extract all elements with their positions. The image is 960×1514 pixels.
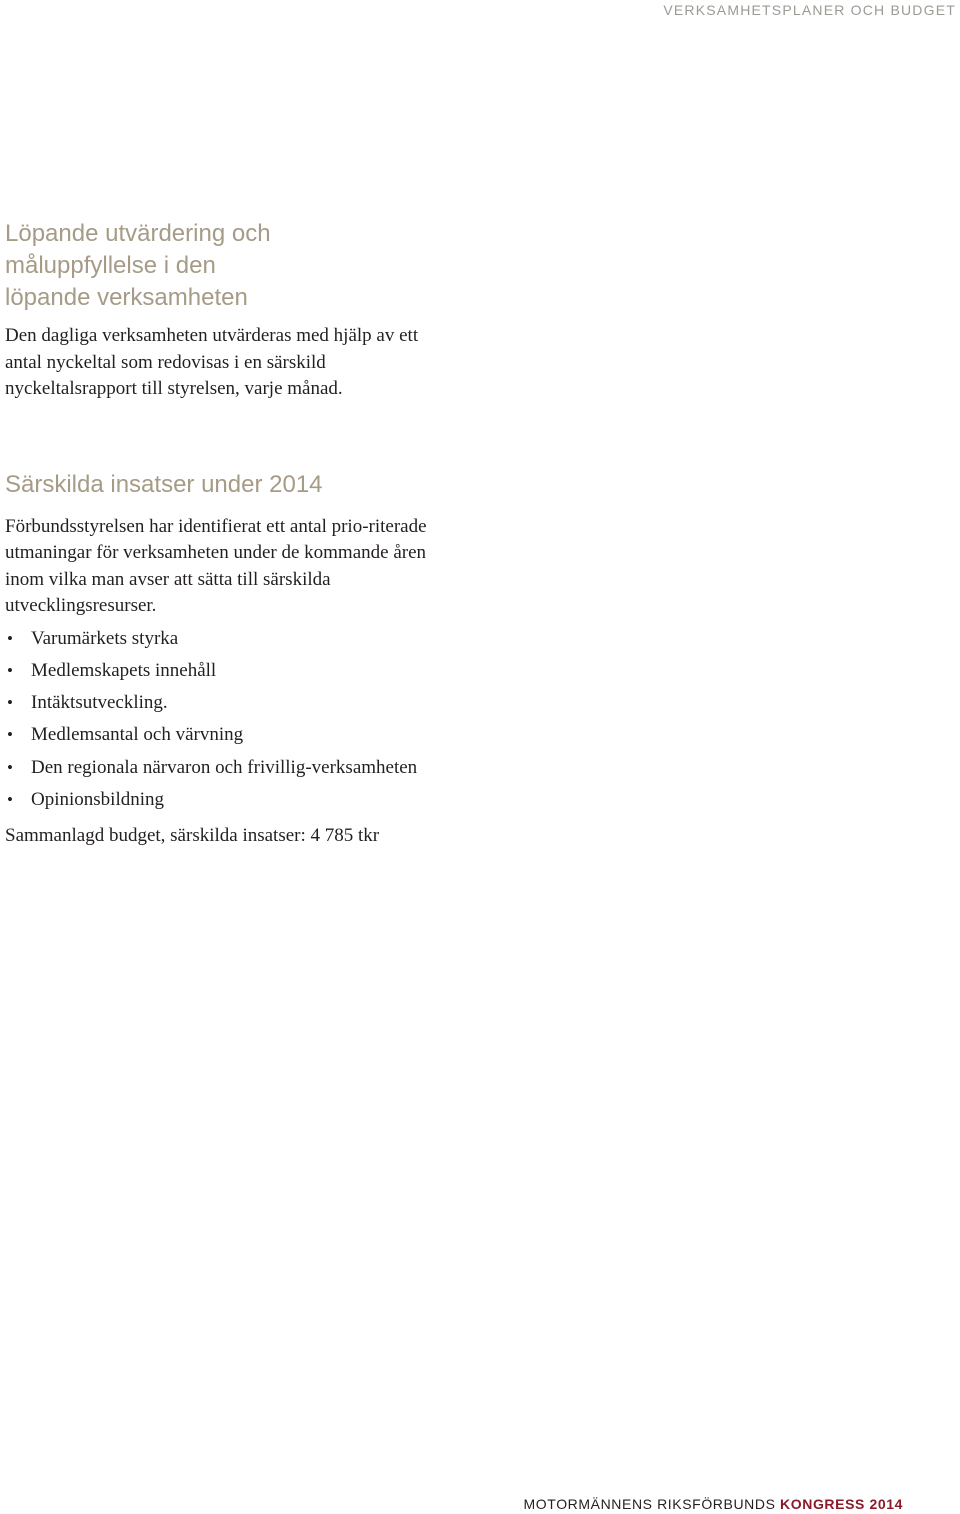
bullet-icon: •: [7, 693, 13, 713]
main-content: [5, 218, 445, 850]
list-item: [5, 722, 445, 749]
footer-event: KONGRESS 2014: [780, 1496, 903, 1512]
bullet-icon: •: [7, 628, 13, 648]
list-item: [5, 787, 445, 814]
list-item: [5, 690, 445, 717]
page-footer: [524, 1496, 903, 1512]
list-item: [5, 755, 445, 782]
list-item-text: Medlemskapets innehåll: [31, 659, 217, 681]
evaluation-paragraph: Den dagliga verksamheten utvärderas med hjälp av ett antal nyckeltal som redovisas i en särskild nyckeltalsrapport till styrelsen, varje månad.: [5, 325, 419, 399]
list-item-text: Opinionsbildning: [31, 788, 165, 810]
bullet-icon: •: [7, 725, 13, 745]
bullet-icon: •: [7, 789, 13, 809]
bullet-icon: •: [7, 660, 13, 680]
section-heading-evaluation: Löpande utvärdering och måluppfyllelse i den löpande verksamheten: [5, 220, 271, 311]
list-item-text: Medlemsantal och värvning: [31, 724, 244, 746]
bullet-icon: •: [7, 757, 13, 777]
list-item-text: Intäktsutveckling.: [31, 692, 168, 714]
list-item: [5, 626, 445, 653]
running-header: VERKSAMHETSPLANER OCH BUDGET: [663, 2, 956, 18]
list-item: [5, 658, 445, 685]
budget-summary: Sammanlagd budget, särskilda insatser: 4 785 tkr: [5, 825, 380, 847]
section-heading-special-efforts: Särskilda insatser under 2014: [5, 470, 323, 498]
list-item-text: Varumärkets styrka: [31, 627, 179, 649]
special-efforts-intro: Förbundsstyrelsen har identifierat ett antal prio-riterade utmaningar för verksamheten under de kommande åren inom vilka man avser att sätta till särskilda utvecklingsresurser.: [5, 515, 427, 616]
list-item-text: Den regionala närvaron och frivillig-verksamheten: [31, 756, 418, 778]
priority-list: [5, 626, 445, 814]
footer-organization: MOTORMÄNNENS RIKSFÖRBUNDS: [523, 1496, 776, 1512]
